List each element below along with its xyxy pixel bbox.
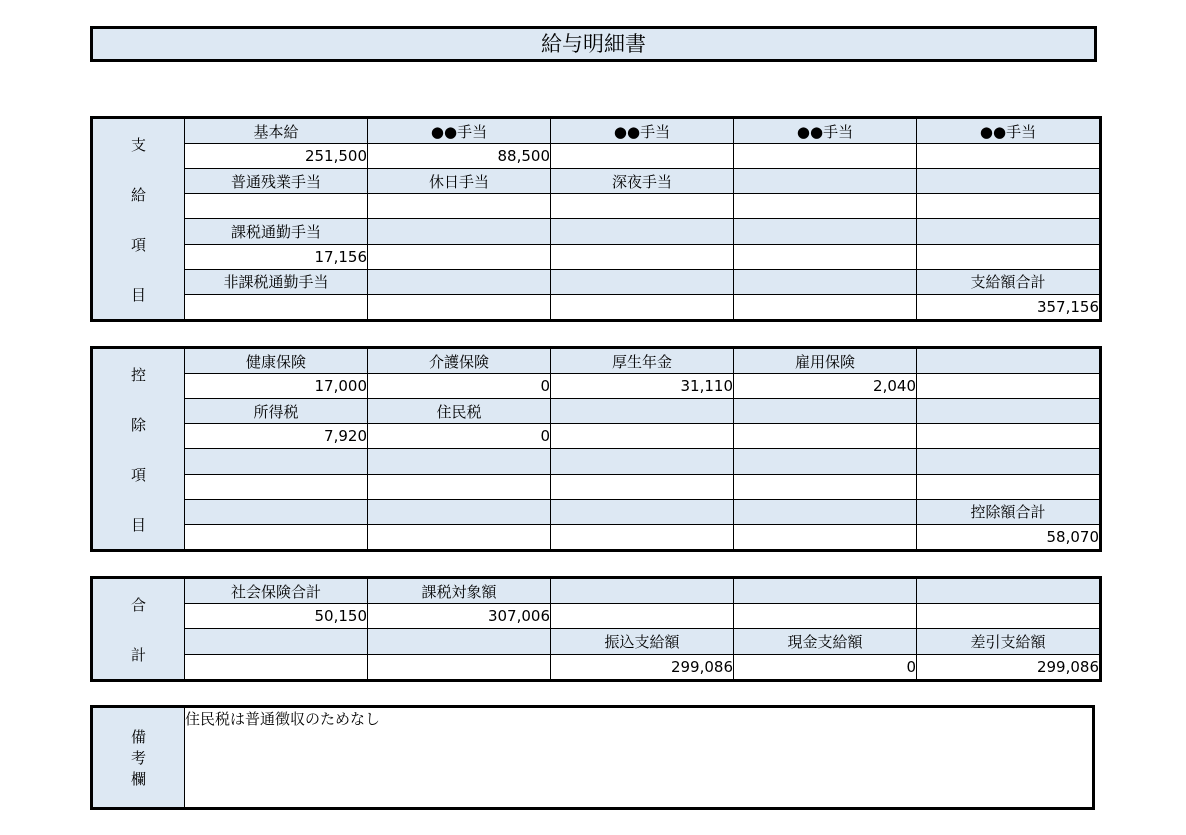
side-char: 項 xyxy=(130,235,146,254)
deduction-label-cell xyxy=(734,449,917,474)
deduction-label-cell: 介護保険 xyxy=(368,348,551,374)
deduction-value-cell[interactable] xyxy=(551,524,734,550)
payment-row xyxy=(92,194,1101,219)
payment-value-cell[interactable] xyxy=(551,144,734,169)
total-label-cell: 差引支給額 xyxy=(917,629,1101,654)
payment-row xyxy=(92,219,1101,244)
payment-label-cell: ●●手当 xyxy=(917,118,1101,144)
deduction-label-cell: 雇用保険 xyxy=(734,348,917,374)
payment-label-cell: 非課税通勤手当 xyxy=(185,269,368,294)
deduction-row xyxy=(92,499,1101,524)
total-value-cell[interactable]: 307,006 xyxy=(368,604,551,629)
deduction-row xyxy=(92,424,1101,449)
deduction-row xyxy=(92,399,1101,424)
payment-table xyxy=(90,116,1102,322)
payment-label-cell: 休日手当 xyxy=(368,169,551,194)
deduction-label-cell xyxy=(185,449,368,474)
total-label-cell: 課税対象額 xyxy=(368,578,551,604)
payment-value-cell[interactable] xyxy=(368,194,551,219)
total-row xyxy=(92,578,1101,604)
total-label-cell: 社会保険合計 xyxy=(185,578,368,604)
deduction-value-cell[interactable] xyxy=(368,524,551,550)
payment-value-cell[interactable] xyxy=(185,294,368,320)
total-side-label xyxy=(92,578,185,681)
deduction-value-cell[interactable]: 17,000 xyxy=(185,374,368,399)
deduction-value-cell[interactable] xyxy=(734,474,917,499)
side-char: 除 xyxy=(130,415,146,434)
deduction-label-cell xyxy=(917,348,1101,374)
payment-label-cell: ●●手当 xyxy=(551,118,734,144)
payment-value-cell[interactable] xyxy=(185,194,368,219)
payment-label-cell xyxy=(551,269,734,294)
deduction-label-cell: 控除額合計 xyxy=(917,499,1101,524)
deduction-label-cell xyxy=(368,499,551,524)
payment-value-cell[interactable] xyxy=(917,244,1101,269)
remarks-text[interactable]: 住民税は普通徴収のためなし xyxy=(185,707,1094,809)
payment-label-cell xyxy=(734,169,917,194)
deduction-label-cell: 厚生年金 xyxy=(551,348,734,374)
side-char: 備 xyxy=(130,728,146,746)
payment-value-cell[interactable] xyxy=(368,294,551,320)
deduction-value-cell[interactable]: 31,110 xyxy=(551,374,734,399)
side-char: 目 xyxy=(130,285,146,304)
payment-label-cell xyxy=(734,269,917,294)
deduction-value-cell[interactable] xyxy=(368,474,551,499)
deduction-value-cell[interactable]: 58,070 xyxy=(917,524,1101,550)
total-label-cell xyxy=(734,578,917,604)
total-value-cell[interactable]: 0 xyxy=(734,654,917,680)
payment-label-cell: 基本給 xyxy=(185,118,368,144)
total-value-cell[interactable]: 299,086 xyxy=(551,654,734,680)
deduction-value-cell[interactable] xyxy=(551,424,734,449)
payment-row xyxy=(92,294,1101,320)
side-char: 項 xyxy=(130,465,146,484)
side-char: 合 xyxy=(130,595,146,614)
deduction-row xyxy=(92,474,1101,499)
payment-label-cell xyxy=(368,219,551,244)
payment-value-cell[interactable] xyxy=(734,244,917,269)
payment-value-cell[interactable] xyxy=(368,244,551,269)
payment-label-cell: 普通残業手当 xyxy=(185,169,368,194)
deduction-value-cell[interactable]: 2,040 xyxy=(734,374,917,399)
payment-value-cell[interactable] xyxy=(734,194,917,219)
total-label-cell xyxy=(551,578,734,604)
total-value-cell[interactable] xyxy=(185,654,368,680)
total-value-cell[interactable]: 299,086 xyxy=(917,654,1101,680)
deduction-label-cell: 健康保険 xyxy=(185,348,368,374)
deduction-row xyxy=(92,374,1101,399)
total-row xyxy=(92,604,1101,629)
payment-row xyxy=(92,144,1101,169)
deduction-label-cell xyxy=(551,449,734,474)
payment-label-cell: 課税通勤手当 xyxy=(185,219,368,244)
deduction-value-cell[interactable] xyxy=(551,474,734,499)
side-char: 控 xyxy=(130,365,146,384)
side-char: 計 xyxy=(130,645,146,664)
remarks-side-label xyxy=(92,707,185,809)
total-label-cell xyxy=(185,629,368,654)
payment-side-label xyxy=(92,118,185,321)
payment-value-cell[interactable]: 88,500 xyxy=(368,144,551,169)
total-label-cell: 振込支給額 xyxy=(551,629,734,654)
deduction-label-cell: 所得税 xyxy=(185,399,368,424)
total-value-cell[interactable] xyxy=(917,604,1101,629)
side-char: 支 xyxy=(130,135,146,154)
total-value-cell[interactable] xyxy=(734,604,917,629)
payment-value-cell[interactable]: 251,500 xyxy=(185,144,368,169)
payment-label-cell xyxy=(917,219,1101,244)
payment-value-cell[interactable] xyxy=(734,294,917,320)
deduction-table xyxy=(90,346,1102,552)
total-row xyxy=(92,629,1101,654)
deduction-label-cell xyxy=(368,449,551,474)
total-value-cell[interactable]: 50,150 xyxy=(185,604,368,629)
deduction-value-cell[interactable] xyxy=(734,524,917,550)
side-char: 欄 xyxy=(130,770,146,788)
deduction-row xyxy=(92,449,1101,474)
deduction-value-cell[interactable] xyxy=(917,424,1101,449)
deduction-label-cell xyxy=(551,499,734,524)
payment-value-cell[interactable] xyxy=(551,294,734,320)
deduction-label-cell xyxy=(734,499,917,524)
deduction-label-cell: 住民税 xyxy=(368,399,551,424)
payment-label-cell: ●●手当 xyxy=(368,118,551,144)
deduction-value-cell[interactable]: 0 xyxy=(368,374,551,399)
document-title: 給与明細書 xyxy=(90,26,1097,62)
payment-label-cell xyxy=(551,219,734,244)
payment-row xyxy=(92,169,1101,194)
deduction-label-cell xyxy=(917,449,1101,474)
payment-value-cell[interactable] xyxy=(551,244,734,269)
total-value-cell[interactable] xyxy=(368,654,551,680)
total-table xyxy=(90,576,1102,682)
payment-value-cell[interactable] xyxy=(917,194,1101,219)
total-label-cell xyxy=(917,578,1101,604)
deduction-value-cell[interactable]: 7,920 xyxy=(185,424,368,449)
deduction-value-cell[interactable]: 0 xyxy=(368,424,551,449)
total-value-cell[interactable] xyxy=(551,604,734,629)
payment-value-cell[interactable] xyxy=(551,194,734,219)
remarks-table xyxy=(90,705,1095,810)
payment-row xyxy=(92,244,1101,269)
payment-value-cell[interactable] xyxy=(917,144,1101,169)
deduction-label-cell xyxy=(734,399,917,424)
deduction-label-cell xyxy=(917,399,1101,424)
deduction-row xyxy=(92,524,1101,550)
deduction-value-cell[interactable] xyxy=(917,374,1101,399)
payment-label-cell xyxy=(368,269,551,294)
payment-label-cell: ●●手当 xyxy=(734,118,917,144)
payment-label-cell xyxy=(734,219,917,244)
total-label-cell xyxy=(368,629,551,654)
deduction-label-cell xyxy=(185,499,368,524)
side-char: 給 xyxy=(130,185,146,204)
payment-label-cell xyxy=(917,169,1101,194)
deduction-value-cell[interactable] xyxy=(734,424,917,449)
deduction-value-cell[interactable] xyxy=(917,474,1101,499)
side-char: 目 xyxy=(130,515,146,534)
side-char: 考 xyxy=(130,749,146,767)
payment-value-cell[interactable]: 357,156 xyxy=(917,294,1101,320)
total-label-cell: 現金支給額 xyxy=(734,629,917,654)
payment-row xyxy=(92,269,1101,294)
payment-label-cell: 深夜手当 xyxy=(551,169,734,194)
payment-row xyxy=(92,118,1101,144)
payment-value-cell[interactable] xyxy=(734,144,917,169)
deduction-row xyxy=(92,348,1101,374)
deduction-label-cell xyxy=(551,399,734,424)
deduction-value-cell[interactable] xyxy=(185,474,368,499)
payment-value-cell[interactable]: 17,156 xyxy=(185,244,368,269)
payment-label-cell: 支給額合計 xyxy=(917,269,1101,294)
total-row xyxy=(92,654,1101,680)
deduction-side-label xyxy=(92,348,185,551)
deduction-value-cell[interactable] xyxy=(185,524,368,550)
